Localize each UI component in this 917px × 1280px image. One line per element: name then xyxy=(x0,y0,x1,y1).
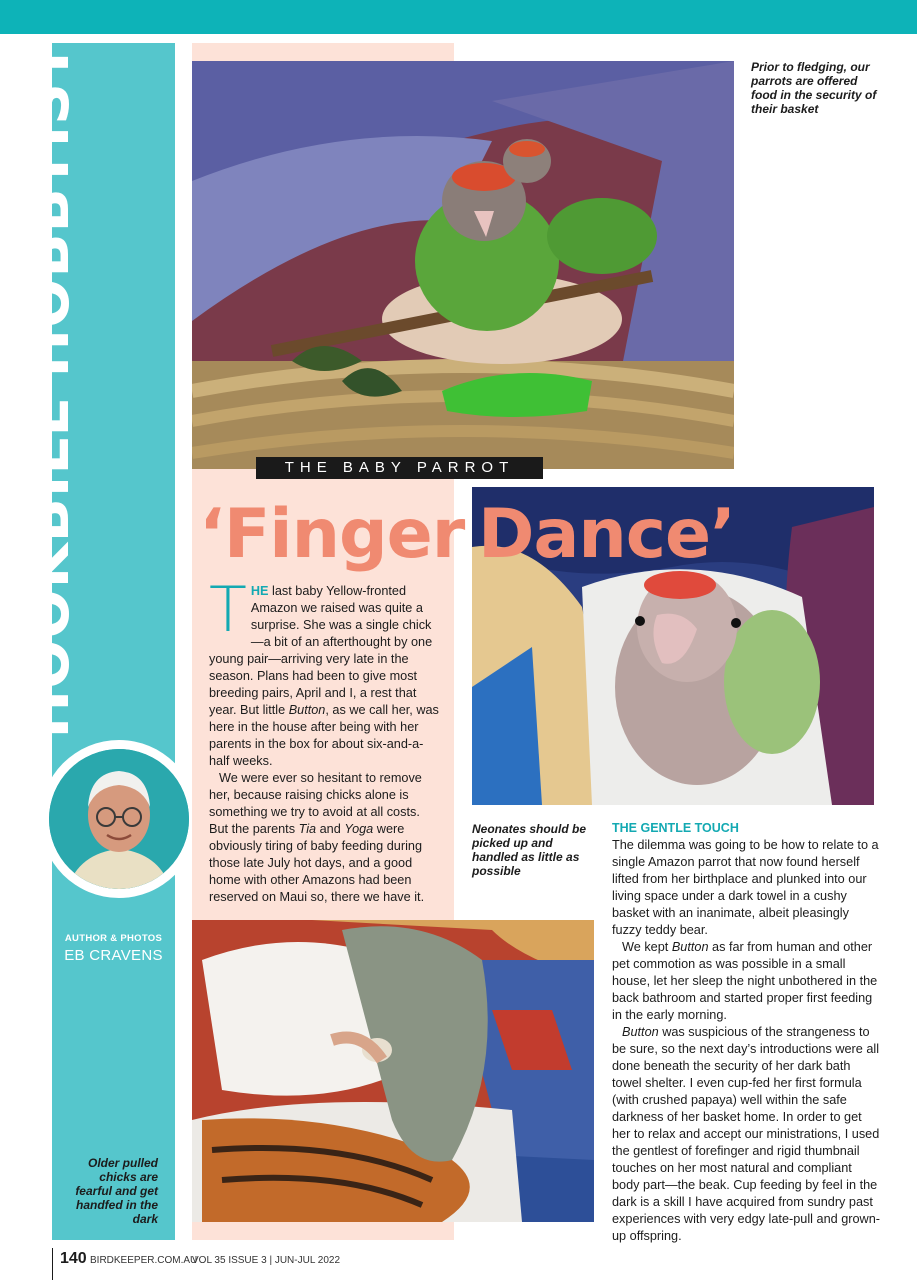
top-color-bar xyxy=(0,0,917,34)
paragraph-2b: were obviously tiring of baby feeding during those late July hot days, and a good home with other Amazons had been reserved on Maui so, there we have it. xyxy=(209,822,425,904)
author-photo xyxy=(49,749,189,889)
photo-handfeeding-in-dark xyxy=(192,920,594,1222)
name-button-2: Button xyxy=(671,940,709,954)
paragraph-5: was suspicious of the strangeness to be sure, so the next day’s introductions were all done beneath the security of her dark bath towel shelter. I even cup-fed her first formula (with crushed papaya) well within the safe darkness of her basket home. In order to get her to relax and accept our ministrations, I used the gentlest of forefinger and rigid thumbnail touches on her most natural and compliant body part—the beak. Cup feeding by feel in the dark is a skill I have acquired from sundry past experiences with very edgy late-pull and grown-up offspring. xyxy=(612,1025,880,1243)
headline-part-2: Dance’ xyxy=(478,495,736,574)
lead-in: HE xyxy=(250,584,269,598)
headline-part-1: ‘Finger xyxy=(199,495,465,574)
name-tia: Tia xyxy=(298,822,317,836)
article-column-1 xyxy=(209,573,441,906)
paragraph-3: The dilemma was going to be how to relate to a single Amazon parrot that now found herself lifted from her birthplace and plunked into our living space under a dark towel in a cushy basket with an inanimate, albeit pleasingly fuzzy teddy bear. xyxy=(612,838,879,937)
section-title: HOOKBILL HOBBYIST xyxy=(14,41,82,739)
caption-older-chicks: Older pulled chicks are fearful and get handfed in the dark xyxy=(75,1156,158,1226)
photo-parrots-in-basket xyxy=(192,61,734,469)
footer-website[interactable]: BIRDKEEPER.COM.AU xyxy=(90,1255,198,1266)
conjunction: and xyxy=(316,822,345,836)
paragraph-2a: We were ever so hesitant to remove her, because raising chicks alone is something we try to avoid at all costs. But the parents xyxy=(209,771,422,836)
footer-rule xyxy=(52,1248,53,1280)
name-yoga: Yoga xyxy=(344,822,374,836)
caption-neonates: Neonates should be picked up and handled as little as possible xyxy=(472,822,587,878)
page-number: 140 xyxy=(60,1250,87,1267)
name-button-3: Button xyxy=(622,1025,659,1039)
drop-cap: T xyxy=(209,573,247,646)
paragraph-4b: as far from human and other pet commotion as was possible in a small house, let her sleep the night unbothered in the back bathroom and started proper first feeding in the early morning. xyxy=(612,940,878,1022)
author-label: AUTHOR & PHOTOS xyxy=(64,933,163,944)
subhead: THE GENTLE TOUCH xyxy=(612,821,739,835)
paragraph-1-end: , as we call her, was here in the house after being with her parents in the box for about six-and-a-half weeks. xyxy=(209,703,439,768)
article-column-2 xyxy=(612,837,882,1245)
author-name: EB CRAVENS xyxy=(64,947,163,964)
caption-top-photo: Prior to fledging, our parrots are offered food in the security of their basket xyxy=(751,60,877,116)
footer-issue: VOL 35 ISSUE 3 | JUN-JUL 2022 xyxy=(192,1255,341,1266)
paragraph-1: last baby Yellow-fronted Amazon we raised was quite a surprise. She was a single chick—a bit of an afterthought by one young pair—arriving very late in the season. Plans had been to give most breeding pairs, April and I, a rest that year. But little xyxy=(209,584,433,717)
name-button: Button xyxy=(288,703,326,717)
paragraph-4a: We kept xyxy=(622,940,672,954)
kicker: THE BABY PARROT xyxy=(256,457,543,479)
